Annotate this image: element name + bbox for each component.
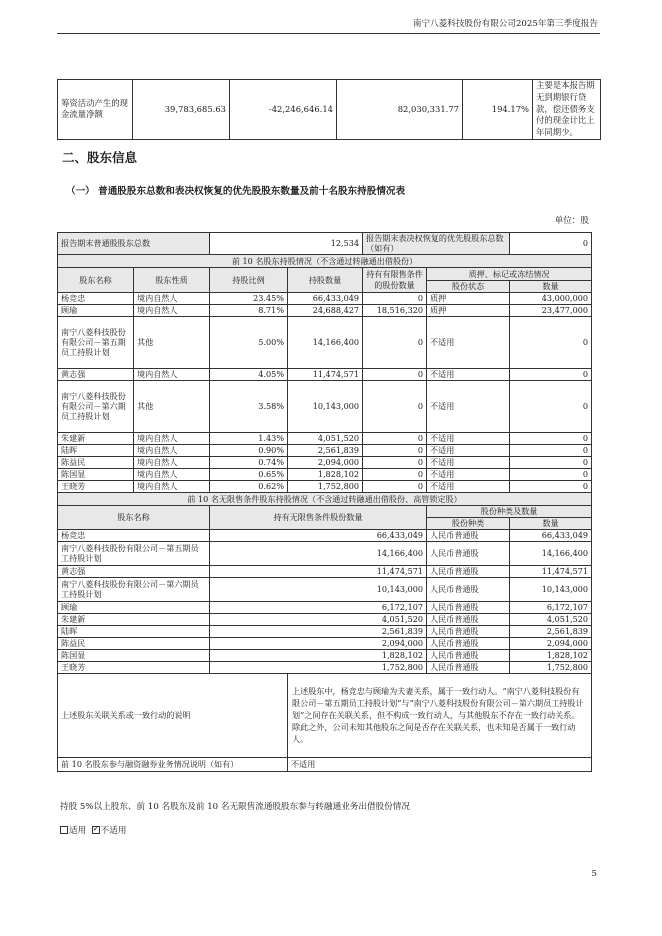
holder-pledge-status: 不适用 bbox=[427, 316, 510, 368]
holder-restricted: 0 bbox=[363, 456, 427, 468]
u-holder-qty: 10,143,000 bbox=[210, 577, 427, 601]
u-holder-name: 陈益民 bbox=[58, 637, 210, 649]
holder-restricted: 0 bbox=[363, 480, 427, 492]
holder-pledge-qty: 0 bbox=[510, 432, 592, 444]
u-holder-type: 人民币普通股 bbox=[427, 613, 510, 625]
col-name-header: 股东名称 bbox=[58, 267, 134, 292]
holder-qty: 1,828,102 bbox=[288, 468, 363, 480]
page-number: 5 bbox=[591, 869, 597, 879]
holder-ratio: 0.65% bbox=[210, 468, 288, 480]
subsection-title: （一） 普通股股东总数和表决权恢复的优先股股东数量及前十名股东持股情况表 bbox=[66, 186, 406, 197]
u-holder-type-qty: 2,094,000 bbox=[510, 637, 592, 649]
holder-restricted: 0 bbox=[363, 368, 427, 380]
page-header bbox=[57, 18, 600, 34]
u-col-type-header: 股份种类 bbox=[427, 517, 510, 529]
holder-qty: 66,433,049 bbox=[288, 292, 363, 304]
holder-nature: 境内自然人 bbox=[134, 292, 210, 304]
table-row bbox=[58, 757, 592, 771]
holder-pledge-status: 质押 bbox=[427, 292, 510, 304]
holder-ratio: 1.43% bbox=[210, 432, 288, 444]
common-holders-label: 报告期末普通股股东总数 bbox=[58, 233, 210, 255]
cashflow-change: 82,030,331.77 bbox=[337, 80, 463, 140]
holder-restricted: 0 bbox=[363, 380, 427, 432]
u-holder-type: 人民币普通股 bbox=[427, 541, 510, 565]
holder-pledge-qty: 0 bbox=[510, 480, 592, 492]
u-holder-name: 朱建新 bbox=[58, 613, 210, 625]
col-restricted-header: 持有有限售条件的股份数量 bbox=[363, 267, 427, 292]
holder-nature: 境内自然人 bbox=[134, 368, 210, 380]
u-holder-type: 人民币普通股 bbox=[427, 649, 510, 661]
report-title: 南宁八菱科技股份有限公司2025年第三季度报告 bbox=[412, 19, 598, 29]
u-holder-type-qty: 4,051,520 bbox=[510, 613, 592, 625]
table-row bbox=[58, 444, 592, 456]
table-row bbox=[58, 432, 592, 444]
holder-pledge-qty: 0 bbox=[510, 368, 592, 380]
u-holder-type: 人民币普通股 bbox=[427, 661, 510, 673]
u-holder-type-qty: 14,166,400 bbox=[510, 541, 592, 565]
holder-qty: 11,474,571 bbox=[288, 368, 363, 380]
holder-name: 南宁八菱科技股份有限公司－第五期员工持股计划 bbox=[58, 316, 134, 368]
checkbox-applicable[interactable] bbox=[60, 826, 68, 834]
col-pledge-qty-header: 数量 bbox=[510, 280, 592, 292]
col-ratio-header: 持股比例 bbox=[210, 267, 288, 292]
cashflow-table bbox=[57, 79, 601, 140]
holder-pledge-status: 不适用 bbox=[427, 368, 510, 380]
table-row bbox=[58, 649, 592, 661]
holder-qty: 4,051,520 bbox=[288, 432, 363, 444]
holder-name: 朱建新 bbox=[58, 432, 134, 444]
table-row bbox=[58, 541, 592, 565]
holder-restricted: 0 bbox=[363, 292, 427, 304]
cashflow-reason: 主要是本报告期无到期银行贷款，偿还债务支付的现金计比上年同期少。 bbox=[533, 80, 601, 140]
table-row bbox=[58, 601, 592, 613]
holder-nature: 其他 bbox=[134, 380, 210, 432]
table-row bbox=[58, 673, 592, 757]
holder-nature: 境内自然人 bbox=[134, 432, 210, 444]
unrestricted-caption: 前 10 名无限售条件股东持股情况（不含通过转融通出借股份、高管锁定股） bbox=[58, 492, 592, 505]
u-holder-qty: 4,051,520 bbox=[210, 613, 427, 625]
holder-name: 陈益民 bbox=[58, 456, 134, 468]
holder-name: 杨竞忠 bbox=[58, 292, 134, 304]
holder-ratio: 23.45% bbox=[210, 292, 288, 304]
pref-holders-value: 0 bbox=[510, 233, 592, 255]
table-row bbox=[58, 292, 592, 304]
margin-value: 不适用 bbox=[288, 757, 592, 771]
table-row bbox=[58, 505, 592, 517]
footnote-text: 持股 5%以上股东、前 10 名股东及前 10 名无限售流通股股东参与转融通业务出借股份情况 bbox=[60, 802, 410, 812]
u-holder-qty: 11,474,571 bbox=[210, 565, 427, 577]
footnote-options bbox=[60, 826, 126, 838]
u-holder-qty: 66,433,049 bbox=[210, 529, 427, 541]
holder-name: 黄志强 bbox=[58, 368, 134, 380]
holder-nature: 境内自然人 bbox=[134, 456, 210, 468]
u-holder-name: 王晓芳 bbox=[58, 661, 210, 673]
u-col-name-header: 股东名称 bbox=[58, 505, 210, 529]
table-row bbox=[58, 625, 592, 637]
common-holders-value: 12,534 bbox=[210, 233, 363, 255]
u-holder-type-qty: 6,172,107 bbox=[510, 601, 592, 613]
holder-pledge-status: 不适用 bbox=[427, 456, 510, 468]
cashflow-current: 39,783,685.63 bbox=[133, 80, 230, 140]
holder-pledge-status: 不适用 bbox=[427, 480, 510, 492]
shareholder-table bbox=[57, 232, 592, 772]
holder-name: 顾瑜 bbox=[58, 304, 134, 316]
holder-restricted: 0 bbox=[363, 444, 427, 456]
holder-restricted: 0 bbox=[363, 468, 427, 480]
u-holder-name: 黄志强 bbox=[58, 565, 210, 577]
holder-nature: 境内自然人 bbox=[134, 444, 210, 456]
col-qty-header: 持股数量 bbox=[288, 267, 363, 292]
holder-restricted: 18,516,320 bbox=[363, 304, 427, 316]
holder-name: 陆晖 bbox=[58, 444, 134, 456]
u-holder-type: 人民币普通股 bbox=[427, 565, 510, 577]
u-holder-type-qty: 11,474,571 bbox=[510, 565, 592, 577]
holder-ratio: 0.62% bbox=[210, 480, 288, 492]
u-holder-qty: 14,166,400 bbox=[210, 541, 427, 565]
holder-qty: 24,688,427 bbox=[288, 304, 363, 316]
holder-restricted: 0 bbox=[363, 432, 427, 444]
table-row bbox=[58, 480, 592, 492]
table-row bbox=[58, 565, 592, 577]
col-nature-header: 股东性质 bbox=[134, 267, 210, 292]
col-pledge-status-header: 股份状态 bbox=[427, 280, 510, 292]
relations-text: 上述股东中，杨竞忠与顾瑜为夫妻关系，属于一致行动人。“南宁八菱科技股份有限公司－第五期员工持股计划”与“南宁八菱科技股份有限公司－第六期员工持股计划”之间存在关联关系，但不构成一致行动人，与其他股东不存在一致行动关系。除此之外，公司未知其他股东之间是否存在关联关系，也未知是否属于一致行动人。 bbox=[288, 673, 592, 757]
checkbox-not-applicable[interactable] bbox=[92, 826, 100, 834]
u-holder-name: 南宁八菱科技股份有限公司－第五期员工持股计划 bbox=[58, 541, 210, 565]
holder-pledge-status: 不适用 bbox=[427, 432, 510, 444]
holder-pledge-qty: 0 bbox=[510, 444, 592, 456]
u-holder-type: 人民币普通股 bbox=[427, 625, 510, 637]
pref-holders-label: 报告期末表决权恢复的优先股股东总数（如有） bbox=[363, 233, 510, 255]
table-row bbox=[58, 637, 592, 649]
u-col-type-group-header: 股份种类及数量 bbox=[427, 505, 592, 517]
holder-nature: 境内自然人 bbox=[134, 468, 210, 480]
holder-ratio: 8.71% bbox=[210, 304, 288, 316]
option-applicable-label: 适用 bbox=[69, 826, 87, 836]
u-holder-name: 杨竞忠 bbox=[58, 529, 210, 541]
holder-pledge-qty: 0 bbox=[510, 380, 592, 432]
u-col-qty-header: 持有无限售条件股份数量 bbox=[210, 505, 427, 529]
col-pledge-group-header: 质押、标记或冻结情况 bbox=[427, 267, 592, 280]
cashflow-row bbox=[58, 80, 601, 140]
u-holder-name: 顾瑜 bbox=[58, 601, 210, 613]
holder-pledge-qty: 43,000,000 bbox=[510, 292, 592, 304]
section-title: 二、股东信息 bbox=[62, 150, 138, 165]
holder-name: 南宁八菱科技股份有限公司－第六期员工持股计划 bbox=[58, 380, 134, 432]
holder-ratio: 5.00% bbox=[210, 316, 288, 368]
table-row bbox=[58, 577, 592, 601]
margin-label: 前 10 名股东参与融资融券业务情况说明（如有） bbox=[58, 757, 288, 771]
top10-caption: 前 10 名股东持股情况（不含通过转融通出借股份） bbox=[58, 254, 592, 267]
table-row bbox=[58, 661, 592, 673]
table-row bbox=[58, 613, 592, 625]
u-holder-name: 陆晖 bbox=[58, 625, 210, 637]
holder-pledge-qty: 0 bbox=[510, 468, 592, 480]
holder-pledge-status: 不适用 bbox=[427, 468, 510, 480]
table-row bbox=[58, 368, 592, 380]
table-row bbox=[58, 468, 592, 480]
cashflow-prior: -42,246,646.14 bbox=[230, 80, 337, 140]
holder-nature: 境内自然人 bbox=[134, 480, 210, 492]
relations-label: 上述股东关联关系或一致行动的说明 bbox=[58, 673, 288, 757]
holder-pledge-status: 不适用 bbox=[427, 380, 510, 432]
u-holder-type-qty: 2,561,839 bbox=[510, 625, 592, 637]
holder-ratio: 4.05% bbox=[210, 368, 288, 380]
holder-qty: 1,752,800 bbox=[288, 480, 363, 492]
holder-pledge-qty: 23,477,000 bbox=[510, 304, 592, 316]
table-row bbox=[58, 456, 592, 468]
holder-nature: 境内自然人 bbox=[134, 304, 210, 316]
u-holder-type-qty: 1,828,102 bbox=[510, 649, 592, 661]
u-col-type-qty-header: 数量 bbox=[510, 517, 592, 529]
holder-nature: 其他 bbox=[134, 316, 210, 368]
u-holder-qty: 6,172,107 bbox=[210, 601, 427, 613]
holder-pledge-status: 不适用 bbox=[427, 444, 510, 456]
table-row bbox=[58, 529, 592, 541]
holder-pledge-qty: 0 bbox=[510, 456, 592, 468]
u-holder-type: 人民币普通股 bbox=[427, 637, 510, 649]
u-holder-type-qty: 66,433,049 bbox=[510, 529, 592, 541]
u-holder-qty: 2,094,000 bbox=[210, 637, 427, 649]
u-holder-type-qty: 10,143,000 bbox=[510, 577, 592, 601]
holder-qty: 2,561,839 bbox=[288, 444, 363, 456]
u-holder-qty: 2,561,839 bbox=[210, 625, 427, 637]
option-not-applicable-label: 不适用 bbox=[100, 826, 127, 836]
table-row bbox=[58, 380, 592, 432]
unit-label: 单位：股 bbox=[554, 216, 589, 226]
table-row bbox=[58, 316, 592, 368]
u-holder-name: 南宁八菱科技股份有限公司－第六期员工持股计划 bbox=[58, 577, 210, 601]
u-holder-type-qty: 1,752,800 bbox=[510, 661, 592, 673]
u-holder-name: 陈国显 bbox=[58, 649, 210, 661]
holder-name: 王晓芳 bbox=[58, 480, 134, 492]
u-holder-qty: 1,752,800 bbox=[210, 661, 427, 673]
holder-pledge-qty: 0 bbox=[510, 316, 592, 368]
holder-ratio: 0.90% bbox=[210, 444, 288, 456]
table-row bbox=[58, 492, 592, 505]
table-row bbox=[58, 304, 592, 316]
u-holder-type: 人民币普通股 bbox=[427, 601, 510, 613]
holder-ratio: 3.58% bbox=[210, 380, 288, 432]
u-holder-qty: 1,828,102 bbox=[210, 649, 427, 661]
holder-ratio: 0.74% bbox=[210, 456, 288, 468]
holder-restricted: 0 bbox=[363, 316, 427, 368]
holder-qty: 2,094,000 bbox=[288, 456, 363, 468]
holder-qty: 14,166,400 bbox=[288, 316, 363, 368]
cashflow-label: 筹资活动产生的现金流量净额 bbox=[58, 80, 133, 140]
holder-pledge-status: 质押 bbox=[427, 304, 510, 316]
u-holder-type: 人民币普通股 bbox=[427, 577, 510, 601]
u-holder-type: 人民币普通股 bbox=[427, 529, 510, 541]
holder-name: 陈国显 bbox=[58, 468, 134, 480]
cashflow-pct: 194.17% bbox=[463, 80, 533, 140]
holder-qty: 10,143,000 bbox=[288, 380, 363, 432]
